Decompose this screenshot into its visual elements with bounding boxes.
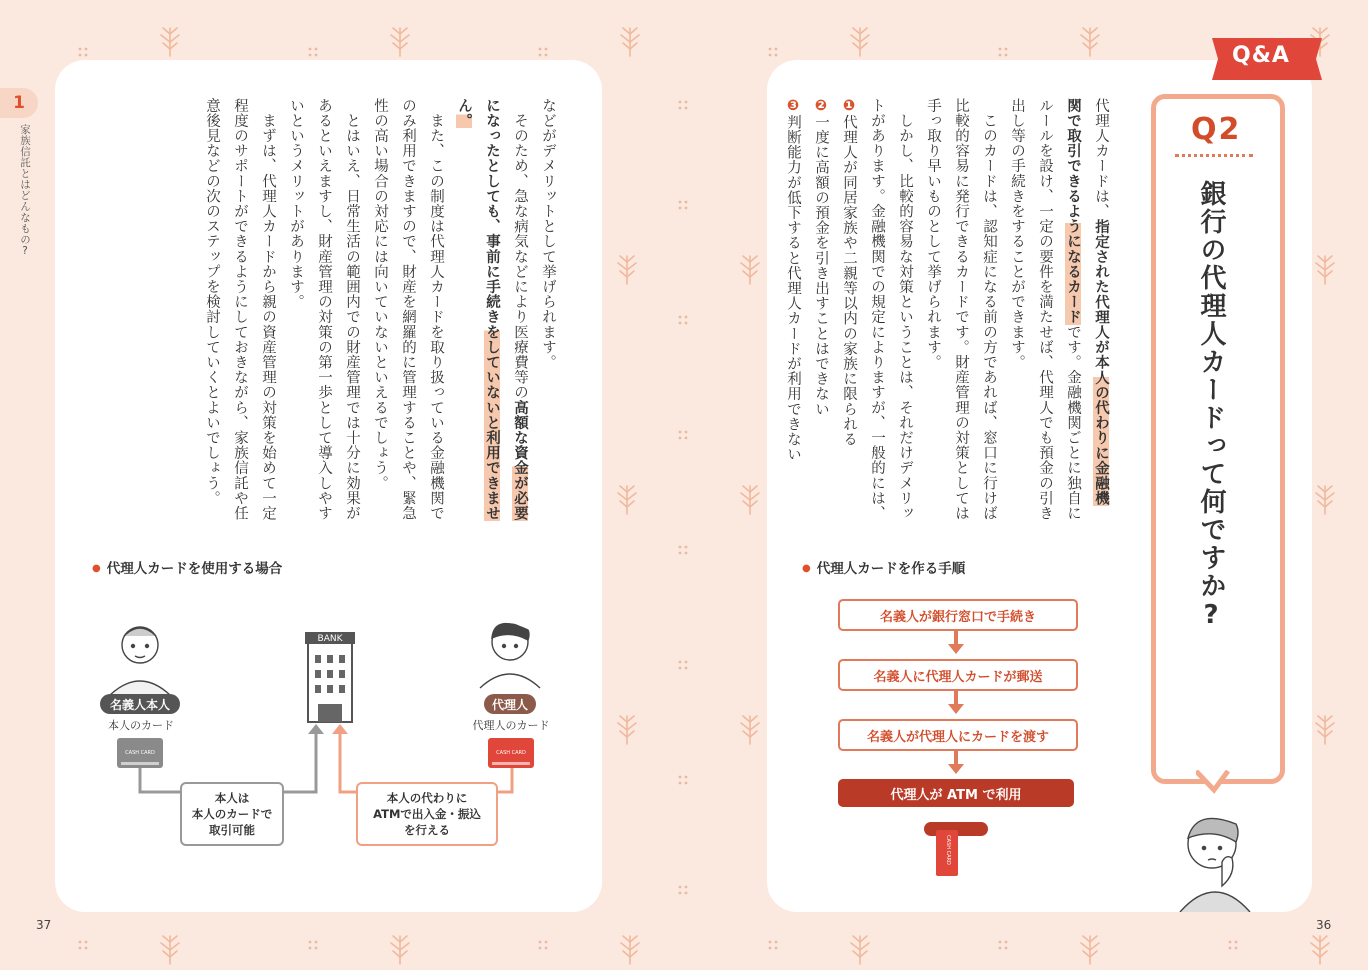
body-line bbox=[198, 98, 226, 521]
procedure-heading: ● 代理人カードを作る手順 bbox=[802, 557, 965, 577]
sprig-decoration bbox=[1310, 480, 1340, 516]
body-line bbox=[919, 98, 947, 521]
sprig-decoration bbox=[615, 930, 645, 966]
agent-cash-card: CASH CARD bbox=[488, 738, 534, 768]
body-segment: ❷ bbox=[813, 98, 829, 115]
dot-decoration bbox=[678, 195, 688, 205]
left-body-text bbox=[198, 98, 562, 521]
sprig-decoration bbox=[612, 480, 642, 516]
sprig-decoration bbox=[1075, 22, 1105, 58]
sprig-decoration bbox=[735, 710, 765, 746]
diagram-heading: ● 代理人カードを使用する場合 bbox=[92, 557, 282, 577]
body-line bbox=[534, 98, 562, 521]
body-segment: しかし、比較的容易な対策ということは、それだけデメリッ bbox=[897, 98, 913, 521]
sprig-decoration bbox=[612, 710, 642, 746]
body-segment: また、この制度は代理人カードを取り扱っている金融機関で bbox=[428, 98, 444, 521]
body-segment: 代理人が同居家族や二親等以内の家族に限られる bbox=[841, 114, 857, 447]
body-segment: 関で取引できるようになるカード bbox=[1065, 98, 1081, 325]
body-segment: になったとしても、事前に手続きをしていないと利用できませ bbox=[484, 98, 500, 521]
dot-decoration bbox=[308, 42, 318, 52]
right-body-text bbox=[779, 98, 1115, 521]
procedure-arrows bbox=[946, 630, 966, 780]
dot-decoration bbox=[678, 425, 688, 435]
principal-card-label: 本人のカード bbox=[108, 719, 174, 732]
principal-person-illustration bbox=[110, 627, 170, 695]
body-line bbox=[226, 98, 254, 521]
dot-decoration bbox=[768, 935, 778, 945]
body-line bbox=[450, 98, 478, 521]
right-page-number: 36 bbox=[1316, 918, 1332, 932]
body-line bbox=[506, 98, 534, 521]
body-line bbox=[282, 98, 310, 521]
agent-person-illustration bbox=[480, 624, 540, 688]
dot-decoration bbox=[538, 42, 548, 52]
body-line bbox=[366, 98, 394, 521]
agent-note: 本人の代わりに ATMで出入金・振込 を行える bbox=[356, 782, 498, 846]
sprig-decoration bbox=[385, 22, 415, 58]
dot-decoration bbox=[678, 310, 688, 320]
body-segment: 高額な資金が必要 bbox=[512, 400, 528, 521]
sprig-decoration bbox=[155, 22, 185, 58]
thinking-person-illustration bbox=[1170, 800, 1260, 912]
sprig-decoration bbox=[385, 930, 415, 966]
dot-decoration bbox=[998, 935, 1008, 945]
body-line bbox=[254, 98, 282, 521]
body-segment: 一度に高額の預金を引き出すことはできない bbox=[813, 114, 829, 417]
dot-decoration bbox=[678, 540, 688, 550]
body-segment: 出し等の手続きをすることができます。 bbox=[1009, 98, 1025, 370]
sprig-decoration bbox=[1305, 930, 1335, 966]
chapter-number: 1 bbox=[0, 88, 38, 118]
dot-decoration bbox=[768, 42, 778, 52]
principal-cash-card: CASH CARD bbox=[117, 738, 163, 768]
qa-banner-label: Q&A bbox=[1232, 43, 1290, 68]
question-title: 銀行の代理人カードって何ですか? bbox=[1196, 180, 1226, 632]
dot-decoration bbox=[678, 880, 688, 890]
body-segment: あるといえますし、財産管理の対策の第一歩として導入しやす bbox=[316, 98, 332, 521]
body-segment: 程度のサポートができるようにしておきながら、家族信託や任 bbox=[232, 98, 248, 521]
body-segment: とはいえ、日常生活の範囲内での財産管理では十分に効果が bbox=[344, 98, 360, 521]
bubble-tail bbox=[1196, 770, 1236, 794]
body-segment: いというメリットがあります。 bbox=[288, 98, 304, 310]
procedure-step-1: 名義人が銀行窓口で手続き bbox=[838, 599, 1078, 631]
body-segment: 手っ取り早いものとして挙げられます。 bbox=[925, 98, 941, 370]
body-line bbox=[310, 98, 338, 521]
question-divider bbox=[1175, 154, 1253, 157]
body-segment: そのため、急な病気などにより医療費等の bbox=[512, 98, 528, 400]
body-segment: 判断能力が低下すると代理人カードが利用できない bbox=[785, 114, 801, 462]
sprig-decoration bbox=[735, 250, 765, 286]
body-line bbox=[947, 98, 975, 521]
dot-decoration bbox=[78, 42, 88, 52]
body-segment: です。金融機関ごとに独自に bbox=[1065, 324, 1081, 521]
body-segment: ん。 bbox=[456, 98, 472, 129]
body-line bbox=[478, 98, 506, 521]
chapter-title: 家族信託とはどんなもの? bbox=[19, 124, 31, 258]
sprig-decoration bbox=[612, 250, 642, 286]
body-line bbox=[338, 98, 366, 521]
body-line bbox=[975, 98, 1003, 521]
dot-decoration bbox=[78, 935, 88, 945]
sprig-decoration bbox=[1310, 250, 1340, 286]
atm-card-text: CASH CARD bbox=[945, 835, 951, 865]
sprig-decoration bbox=[845, 930, 875, 966]
sprig-decoration bbox=[735, 480, 765, 516]
body-line bbox=[1031, 98, 1059, 521]
question-number: Q2 bbox=[1191, 112, 1242, 147]
body-segment: のみ利用できますので、財産を網羅的に管理することや、緊急 bbox=[400, 98, 416, 521]
procedure-step-3: 名義人が代理人にカードを渡す bbox=[838, 719, 1078, 751]
procedure-step-2: 名義人に代理人カードが郵送 bbox=[838, 659, 1078, 691]
dot-decoration bbox=[678, 770, 688, 780]
body-line bbox=[422, 98, 450, 521]
body-segment: 比較的容易に発行できるカードです。財産管理の対策としては bbox=[953, 98, 969, 521]
body-segment: ❸ bbox=[785, 98, 801, 115]
principal-note: 本人は 本人のカードで 取引可能 bbox=[180, 782, 284, 846]
body-line bbox=[835, 98, 863, 521]
procedure-step-4: 代理人が ATM で利用 bbox=[838, 779, 1074, 807]
body-line bbox=[779, 98, 807, 521]
atm-card-icon bbox=[922, 820, 992, 880]
body-line bbox=[863, 98, 891, 521]
body-segment: 指定された代理人が本人の代わりに金融機 bbox=[1093, 218, 1109, 506]
dot-decoration bbox=[678, 95, 688, 105]
body-line bbox=[807, 98, 835, 521]
sprig-decoration bbox=[1075, 930, 1105, 966]
sprig-decoration bbox=[1310, 710, 1340, 746]
bank-building-icon bbox=[305, 632, 355, 722]
left-page-number: 37 bbox=[36, 918, 52, 932]
body-segment: 意後見などの次のステップを検討していくとよいでしょう。 bbox=[204, 98, 220, 506]
principal-tag: 名義人本人 bbox=[100, 694, 180, 714]
body-segment: ルールを設け、一定の要件を満たせば、代理人でも預金の引き bbox=[1037, 98, 1053, 521]
body-line bbox=[1059, 98, 1087, 521]
body-segment: トがあります。金融機関での規定によりますが、一般的には、 bbox=[869, 98, 885, 521]
body-segment: 性の高い場合の対応には向いていないといえるでしょう。 bbox=[372, 98, 388, 491]
agent-tag: 代理人 bbox=[484, 694, 536, 714]
body-segment: などがデメリットとして挙げられます。 bbox=[540, 98, 556, 370]
agent-card-label: 代理人のカード bbox=[472, 719, 550, 732]
body-segment: このカードは、認知症になる前の方であれば、窓口に行けば bbox=[981, 98, 997, 521]
bank-sign: BANK bbox=[317, 634, 343, 644]
body-line bbox=[1087, 98, 1115, 521]
dot-decoration bbox=[998, 42, 1008, 52]
body-line bbox=[394, 98, 422, 521]
body-segment: ❶ bbox=[841, 98, 857, 115]
body-line bbox=[891, 98, 919, 521]
dot-decoration bbox=[538, 935, 548, 945]
dot-decoration bbox=[1228, 935, 1238, 945]
body-segment: まずは、代理人カードから親の資産管理の対策を始めて一定 bbox=[260, 98, 276, 521]
body-line bbox=[1003, 98, 1031, 521]
sprig-decoration bbox=[615, 22, 645, 58]
body-segment: 代理人カードは、 bbox=[1093, 98, 1109, 219]
sprig-decoration bbox=[155, 930, 185, 966]
dot-decoration bbox=[308, 935, 318, 945]
dot-decoration bbox=[678, 655, 688, 665]
sprig-decoration bbox=[845, 22, 875, 58]
